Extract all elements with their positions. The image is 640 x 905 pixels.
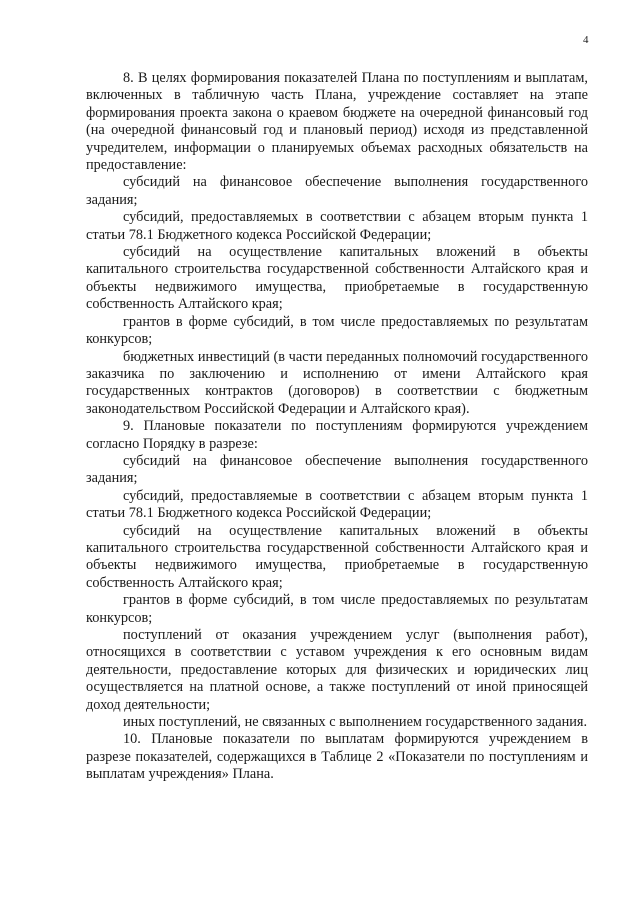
list-item-article-78-subsidy: субсидий, предоставляемых в соответствии с абзацем вторым пункта 1 статьи 78.1 Бюджетного кодекса Российской Федерации; xyxy=(86,209,588,243)
list-item-article-78-subsidy-2: субсидий, предоставляемые в соответствии с абзацем вторым пункта 1 статьи 78.1 Бюджетного кодекса Российской Федерации; xyxy=(86,487,588,522)
list-item-grants-2: грантов в форме субсидий, в том числе предоставляемых по результатам конкурсов; xyxy=(86,592,588,626)
list-item-capital-investment-subsidy: субсидий на осуществление капитальных вложений в объекты капитального строительства государственной собственности Алтайского края и объекты недвижимого имущества, приобретаемые в государственную собственность Алтайского края; xyxy=(86,244,588,313)
page-number: 4 xyxy=(583,34,589,46)
list-item-other-income: иных поступлений, не связанных с выполнением государственного задания. xyxy=(123,714,588,731)
list-item-state-task-subsidy-2: субсидий на финансовое обеспечение выполнения государственного задания; xyxy=(86,452,588,487)
list-item-budget-investments: бюджетных инвестиций (в части переданных полномочий государственного заказчика по заключению и исполнению от имени Алтайского края государственных контрактов (договоров) в соответствии с бюджетным законодательством Российской Федерации и Алтайского края). xyxy=(86,348,588,417)
paragraph-10: 10. Плановые показатели по выплатам формируются учреждением в разрезе показателей, содержащихся в Таблице 2 «Показатели по поступлениям и выплатам учреждения» Плана. xyxy=(86,731,588,783)
list-item-grants: грантов в форме субсидий, в том числе предоставляемых по результатам конкурсов; xyxy=(86,313,588,348)
paragraph-8-intro: 8. В целях формирования показателей Плана по поступлениям и выплатам, включенных в табличную часть Плана, учреждение составляет на этапе формирования проекта закона о краевом бюджете на очередной финансовый год (на очередной финансовый год и плановый период) исходя из представленной учредителем, информации о планируемых объемах расходных обязательств на предоставление: xyxy=(86,70,588,174)
list-item-capital-investment-subsidy-2: субсидий на осуществление капитальных вложений в объекты капитального строительства государственной собственности Алтайского края и объекты недвижимого имущества, приобретаемые в государственную собственность Алтайского края; xyxy=(86,522,588,591)
list-item-state-task-subsidy: субсидий на финансовое обеспечение выполнения государственного задания; xyxy=(86,174,588,208)
paragraph-9-intro: 9. Плановые показатели по поступлениям формируются учреждением согласно Порядку в разрезе: xyxy=(86,418,588,452)
list-item-paid-services-income: поступлений от оказания учреждением услуг (выполнения работ), относящихся в соответствии с уставом учреждения к его основным видам деятельности, предоставление которых для физических и юридических лиц осуществляется на платной основе, а также поступлений от иной приносящей доход деятельности; xyxy=(86,627,588,713)
document-body xyxy=(86,70,588,784)
